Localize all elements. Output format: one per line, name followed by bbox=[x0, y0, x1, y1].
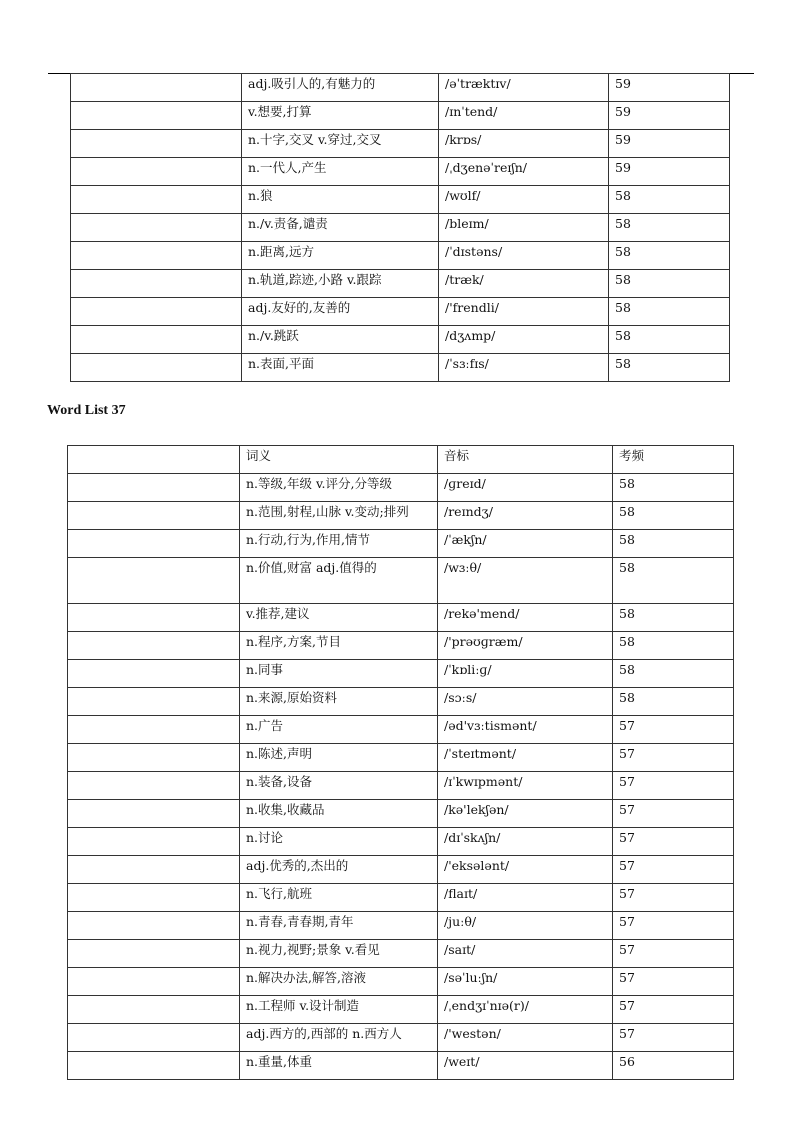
table-row bbox=[68, 660, 734, 688]
phonetic-cell: /əˈtræktɪv/ bbox=[439, 74, 609, 102]
meaning-cell: n.表面,平面 bbox=[242, 354, 439, 382]
table-row bbox=[71, 130, 730, 158]
meaning-cell: n.视力,视野;景象 v.看见 bbox=[240, 940, 438, 968]
meaning-cell: n.范围,射程,山脉 v.变动;排列 bbox=[240, 502, 438, 530]
meaning-cell: n.收集,收藏品 bbox=[240, 800, 438, 828]
table-row bbox=[68, 474, 734, 502]
meaning-cell: n.来源,原始资料 bbox=[240, 688, 438, 716]
table-row bbox=[68, 772, 734, 800]
frequency-cell: 58 bbox=[613, 632, 734, 660]
table-row bbox=[68, 1024, 734, 1052]
meaning-cell: n.工程师 v.设计制造 bbox=[240, 996, 438, 1024]
phonetic-cell: /bleɪm/ bbox=[439, 214, 609, 242]
word-table-37 bbox=[67, 445, 734, 1080]
meaning-cell: n.十字,交叉 v.穿过,交叉 bbox=[242, 130, 439, 158]
table-row bbox=[68, 968, 734, 996]
meaning-cell: n.重量,体重 bbox=[240, 1052, 438, 1080]
word-cell bbox=[68, 660, 240, 688]
table-row bbox=[68, 800, 734, 828]
meaning-cell: adj.吸引人的,有魅力的 bbox=[242, 74, 439, 102]
word-cell bbox=[71, 130, 242, 158]
word-cell bbox=[68, 474, 240, 502]
word-cell bbox=[71, 102, 242, 130]
header-phonetic: 音标 bbox=[438, 446, 613, 474]
word-cell bbox=[68, 828, 240, 856]
word-cell bbox=[71, 270, 242, 298]
word-cell bbox=[68, 688, 240, 716]
word-cell bbox=[71, 158, 242, 186]
table-row bbox=[68, 604, 734, 632]
frequency-cell: 58 bbox=[613, 558, 734, 604]
meaning-cell: n.广告 bbox=[240, 716, 438, 744]
frequency-cell: 58 bbox=[613, 474, 734, 502]
word-cell bbox=[68, 1024, 240, 1052]
word-cell bbox=[68, 530, 240, 558]
phonetic-cell: /əd'vɜːtismənt/ bbox=[438, 716, 613, 744]
frequency-cell: 57 bbox=[613, 912, 734, 940]
phonetic-cell: /kə'lekʃən/ bbox=[438, 800, 613, 828]
meaning-cell: n.轨道,踪迹,小路 v.跟踪 bbox=[242, 270, 439, 298]
word-cell bbox=[71, 74, 242, 102]
table-row bbox=[68, 884, 734, 912]
word-cell bbox=[68, 1052, 240, 1080]
frequency-cell: 58 bbox=[609, 214, 730, 242]
meaning-cell: n.飞行,航班 bbox=[240, 884, 438, 912]
table-row bbox=[68, 530, 734, 558]
meaning-cell: v.推荐,建议 bbox=[240, 604, 438, 632]
frequency-cell: 57 bbox=[613, 884, 734, 912]
table-row bbox=[71, 214, 730, 242]
frequency-cell: 58 bbox=[609, 242, 730, 270]
word-cell bbox=[68, 744, 240, 772]
header-meaning: 词义 bbox=[240, 446, 438, 474]
table-row bbox=[68, 744, 734, 772]
word-cell bbox=[71, 298, 242, 326]
table-row bbox=[71, 102, 730, 130]
frequency-cell: 56 bbox=[613, 1052, 734, 1080]
phonetic-cell: /'prəʊɡræm/ bbox=[438, 632, 613, 660]
phonetic-cell: /dɪˈskʌʃn/ bbox=[438, 828, 613, 856]
phonetic-cell: /ɪnˈtend/ bbox=[439, 102, 609, 130]
header-frequency: 考频 bbox=[613, 446, 734, 474]
table-row bbox=[68, 996, 734, 1024]
phonetic-cell: /flaɪt/ bbox=[438, 884, 613, 912]
table-row bbox=[71, 354, 730, 382]
phonetic-cell: /ˈækʃn/ bbox=[438, 530, 613, 558]
word-cell bbox=[68, 912, 240, 940]
table-row bbox=[68, 940, 734, 968]
word-cell bbox=[68, 716, 240, 744]
word-cell bbox=[68, 604, 240, 632]
meaning-cell: adj.友好的,友善的 bbox=[242, 298, 439, 326]
frequency-cell: 58 bbox=[609, 186, 730, 214]
frequency-cell: 57 bbox=[613, 996, 734, 1024]
meaning-cell: n.同事 bbox=[240, 660, 438, 688]
word-cell bbox=[71, 186, 242, 214]
table-row bbox=[71, 326, 730, 354]
table-row bbox=[68, 558, 734, 604]
frequency-cell: 57 bbox=[613, 716, 734, 744]
word-cell bbox=[68, 772, 240, 800]
frequency-cell: 58 bbox=[609, 270, 730, 298]
word-cell bbox=[71, 242, 242, 270]
meaning-cell: n.狼 bbox=[242, 186, 439, 214]
word-cell bbox=[71, 326, 242, 354]
phonetic-cell: /wʊlf/ bbox=[439, 186, 609, 214]
meaning-cell: n.程序,方案,节目 bbox=[240, 632, 438, 660]
table-row bbox=[68, 502, 734, 530]
section-title: Word List 37 bbox=[47, 403, 126, 418]
word-cell bbox=[71, 354, 242, 382]
table-row bbox=[71, 270, 730, 298]
meaning-cell: n.讨论 bbox=[240, 828, 438, 856]
table-row bbox=[71, 186, 730, 214]
meaning-cell: n.等级,年级 v.评分,分等级 bbox=[240, 474, 438, 502]
phonetic-cell: /ɡreɪd/ bbox=[438, 474, 613, 502]
frequency-cell: 59 bbox=[609, 102, 730, 130]
phonetic-cell: /dʒʌmp/ bbox=[439, 326, 609, 354]
frequency-cell: 57 bbox=[613, 828, 734, 856]
phonetic-cell: /ˌdʒenəˈreɪʃn/ bbox=[439, 158, 609, 186]
table-row bbox=[71, 242, 730, 270]
phonetic-cell: /ˈsteɪtmənt/ bbox=[438, 744, 613, 772]
frequency-cell: 58 bbox=[609, 354, 730, 382]
frequency-cell: 58 bbox=[613, 660, 734, 688]
phonetic-cell: /'frendli/ bbox=[439, 298, 609, 326]
meaning-cell: n.陈述,声明 bbox=[240, 744, 438, 772]
phonetic-cell: /reɪndʒ/ bbox=[438, 502, 613, 530]
meaning-cell: n./v.责备,谴责 bbox=[242, 214, 439, 242]
table-row bbox=[68, 828, 734, 856]
meaning-cell: adj.西方的,西部的 n.西方人 bbox=[240, 1024, 438, 1052]
table-row bbox=[68, 688, 734, 716]
header-blank-cell bbox=[68, 446, 240, 474]
frequency-cell: 57 bbox=[613, 856, 734, 884]
phonetic-cell: /ɪˈkwɪpmənt/ bbox=[438, 772, 613, 800]
word-cell bbox=[68, 884, 240, 912]
frequency-cell: 57 bbox=[613, 772, 734, 800]
table-row bbox=[68, 912, 734, 940]
meaning-cell: n.青春,青春期,青年 bbox=[240, 912, 438, 940]
phonetic-cell: /ˈdɪstəns/ bbox=[439, 242, 609, 270]
phonetic-cell: /wɜːθ/ bbox=[438, 558, 613, 604]
word-cell bbox=[71, 214, 242, 242]
phonetic-cell: /træk/ bbox=[439, 270, 609, 298]
meaning-cell: n.行动,行为,作用,情节 bbox=[240, 530, 438, 558]
meaning-cell: n.装备,设备 bbox=[240, 772, 438, 800]
word-cell bbox=[68, 940, 240, 968]
word-cell bbox=[68, 502, 240, 530]
meaning-cell: v.想要,打算 bbox=[242, 102, 439, 130]
phonetic-cell: /juːθ/ bbox=[438, 912, 613, 940]
frequency-cell: 57 bbox=[613, 800, 734, 828]
phonetic-cell: /ˈkɒliːɡ/ bbox=[438, 660, 613, 688]
phonetic-cell: /saɪt/ bbox=[438, 940, 613, 968]
table-row bbox=[71, 74, 730, 102]
meaning-cell: n.一代人,产生 bbox=[242, 158, 439, 186]
meaning-cell: n./v.跳跃 bbox=[242, 326, 439, 354]
word-cell bbox=[68, 968, 240, 996]
word-cell bbox=[68, 800, 240, 828]
frequency-cell: 57 bbox=[613, 1024, 734, 1052]
phonetic-cell: /weɪt/ bbox=[438, 1052, 613, 1080]
frequency-cell: 57 bbox=[613, 940, 734, 968]
table-row bbox=[71, 158, 730, 186]
frequency-cell: 58 bbox=[609, 326, 730, 354]
word-cell bbox=[68, 632, 240, 660]
table-row bbox=[68, 716, 734, 744]
word-table-continued bbox=[70, 73, 730, 382]
frequency-cell: 58 bbox=[613, 502, 734, 530]
meaning-cell: n.解决办法,解答,溶液 bbox=[240, 968, 438, 996]
meaning-cell: n.距离,远方 bbox=[242, 242, 439, 270]
frequency-cell: 57 bbox=[613, 968, 734, 996]
table-row bbox=[68, 856, 734, 884]
phonetic-cell: /'eksələnt/ bbox=[438, 856, 613, 884]
frequency-cell: 58 bbox=[613, 688, 734, 716]
word-cell bbox=[68, 558, 240, 604]
table-row bbox=[68, 1052, 734, 1080]
frequency-cell: 59 bbox=[609, 74, 730, 102]
table-row bbox=[68, 632, 734, 660]
phonetic-cell: /rekə'mend/ bbox=[438, 604, 613, 632]
frequency-cell: 58 bbox=[613, 604, 734, 632]
meaning-cell: adj.优秀的,杰出的 bbox=[240, 856, 438, 884]
table-row bbox=[71, 298, 730, 326]
meaning-cell: n.价值,财富 adj.值得的 bbox=[240, 558, 438, 604]
phonetic-cell: /krɒs/ bbox=[439, 130, 609, 158]
word-cell bbox=[68, 996, 240, 1024]
frequency-cell: 58 bbox=[613, 530, 734, 558]
word-cell bbox=[68, 856, 240, 884]
phonetic-cell: /ˌendʒɪˈnɪə(r)/ bbox=[438, 996, 613, 1024]
table-header-row bbox=[68, 446, 734, 474]
phonetic-cell: /'westən/ bbox=[438, 1024, 613, 1052]
phonetic-cell: /səˈluːʃn/ bbox=[438, 968, 613, 996]
frequency-cell: 59 bbox=[609, 130, 730, 158]
phonetic-cell: /sɔːs/ bbox=[438, 688, 613, 716]
frequency-cell: 58 bbox=[609, 298, 730, 326]
frequency-cell: 57 bbox=[613, 744, 734, 772]
phonetic-cell: /ˈsɜːfɪs/ bbox=[439, 354, 609, 382]
frequency-cell: 59 bbox=[609, 158, 730, 186]
